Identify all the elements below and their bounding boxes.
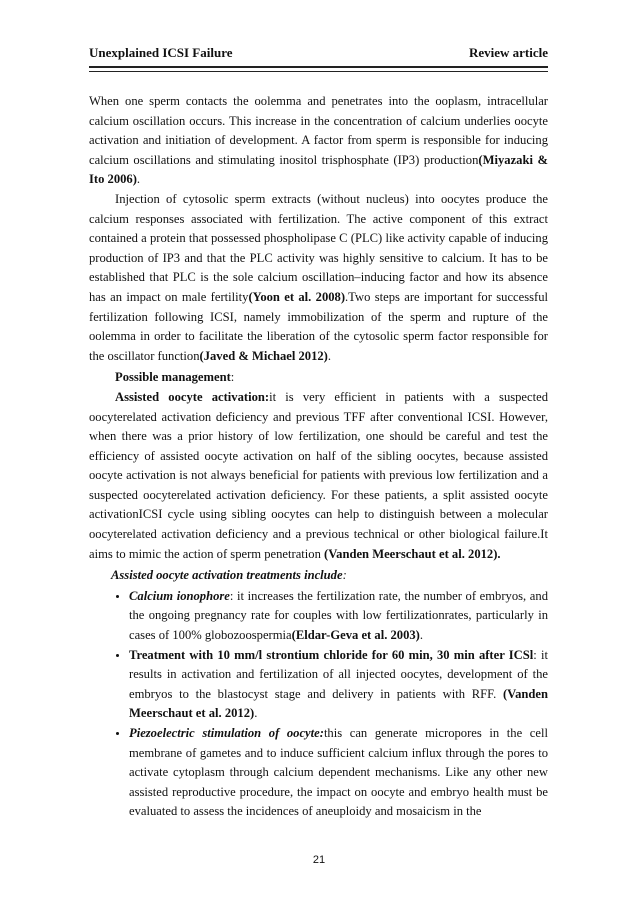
citation: (Vanden Meerschaut et al. 2012) (324, 546, 498, 561)
citation: (Vanden Meerschaut et al. 2012) (129, 686, 548, 721)
paragraph-sperm-extracts: Injection of cytosolic sperm extracts (without nucleus) into oocytes produce the calcium responses associated with fertilization. The active component of this extract contained a protein that possessed phospholipase C (PLC) like activity capable of inducing production of IP3 and that the PLC activity was highly sensitive to calcium. It has to be established that PLC is the sole calcium oscillation–inducing factor and how its absence has an impact on male fertility(Yoon et al. 2008).Two steps are important for successful fertilization following ICSI, namely immobilization of the sperm and rupture of the oolemma in order to facilitate the liberation of the cytosolic sperm factor responsible for the oscillator function(Javed & Michael 2012). (89, 191, 548, 363)
citation: (Javed & Michael 2012) (199, 348, 328, 363)
page-number: 21 (312, 854, 326, 866)
running-header (89, 45, 548, 67)
term-lead: Assisted oocyte activation: (115, 389, 270, 404)
article-body (89, 92, 548, 822)
list-item: • Piezoelectric stimulation of oocyte:this can generate micropores in the cell membrane of gametes and to induce sufficient calcium influx through the pores to activate cytoplasm through calcium dependent mechanisms. Like any other new assisted reproductive procedure, the impact on oocyte and embryo health must be evaluated to assess the incidences of aneuploidy and mosaicism in the (129, 724, 548, 822)
header-article-type: Review article (468, 45, 548, 60)
citation: (Eldar-Geva et al. 2003) (291, 628, 420, 643)
list-item: • Treatment with 10 mm/l strontium chloride for 60 min, 30 min after ICSl: it results in activation and fertilization of all injected oocytes, development of the embryos to the blastocyst stage and delivery in patients with RFF. (Vanden Meerschaut et al. 2012). (129, 646, 548, 724)
citation: (Yoon et al. 2008) (248, 289, 346, 304)
header-title: Unexplained ICSI Failure (89, 45, 233, 60)
paragraph-calcium-oscillation: When one sperm contacts the oolemma and penetrates into the ooplasm, intracellular calcium oscillation occurs. This increase in the concentration of calcium underlies oocyte activation and initiation of development. A factor from sperm is responsible for inducing calcium oscillations and stimulating inositol trisphosphate (IP3) production(Miyazaki & Ito 2006). (89, 94, 549, 187)
header-rule-thick (89, 66, 548, 68)
citation: (Miyazaki & Ito 2006) (89, 152, 549, 187)
paragraph-assisted-oocyte-activation: Assisted oocyte activation:it is very efficient in patients with a suspected oocyterelated activation deficiency and previous TFF after conventional ICSI. However, when there was a prior history of low fertilization, one should be careful and test the efficiency of assisted oocyte activation on half of the sibling oocytes, because assisted oocyte activation is not always beneficial for patients with previous low fertilization and a suspected oocyterelated activation deficiency. For these patients, a split assisted oocyte activationICSI cycle using sibling oocytes can help to distinguish between a molecular oocyterelated activation deficiency and a previous technical or other biological failure.It aims to mimic the action of sperm penetration (Vanden Meerschaut et al. 2012). (89, 389, 548, 561)
section-heading-possible-management: Possible management: (115, 370, 235, 385)
list-item: • Calcium ionophore: it increases the fertilization rate, the number of embryos, and the ongoing pregnancy rate for couples with low fertilizationrates, particularly in cases of 100% globozoospermia(Eldar-Geva et al. 2003). (129, 587, 548, 646)
treatment-list (89, 587, 548, 822)
header-rule-thin (89, 71, 548, 72)
subheading-treatments: Assisted oocyte activation treatments include: (111, 568, 347, 583)
